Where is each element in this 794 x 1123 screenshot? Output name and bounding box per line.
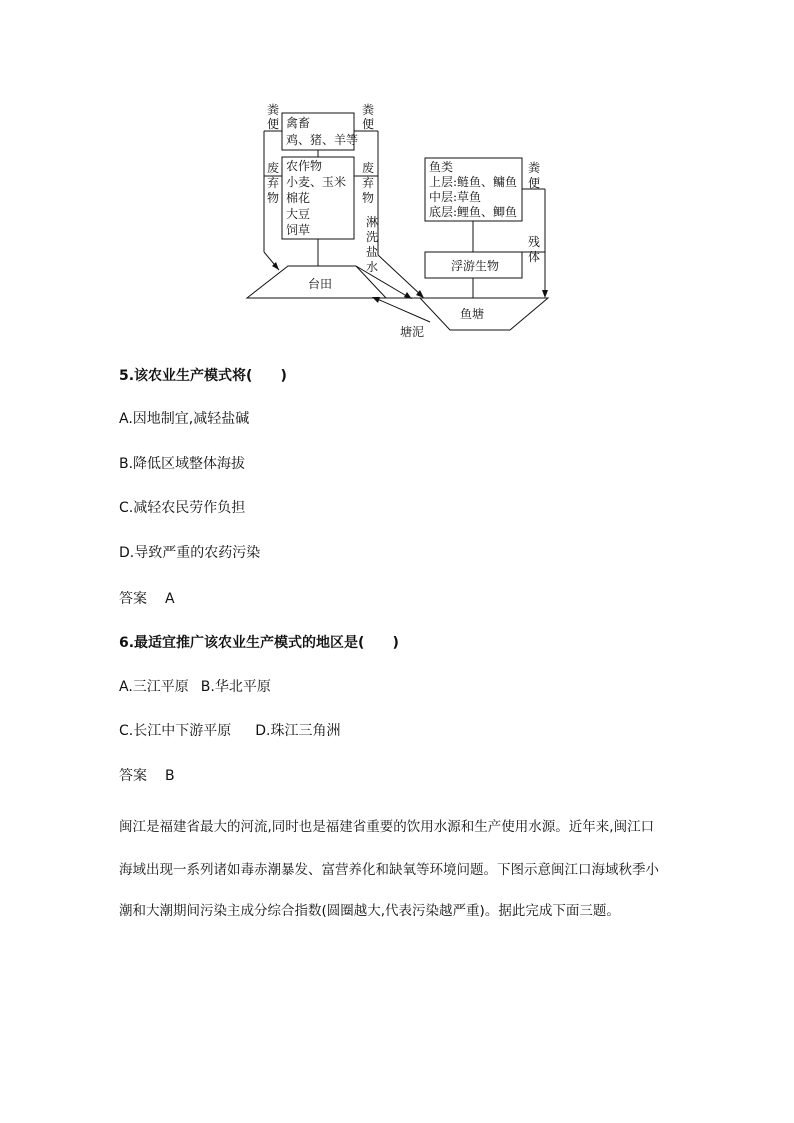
right-waste-label-3: 物 (362, 191, 375, 205)
q6-options-ab (119, 677, 271, 697)
left-waste-label-2: 弃 (267, 176, 280, 190)
fish-upper: 上层:鲢鱼、鳙鱼 (429, 175, 518, 189)
q5-answer-label: 答案 (119, 591, 147, 607)
q5-option-b[interactable]: B.降低区域整体海拔 (119, 456, 246, 472)
leaching-label-4: 水 (366, 260, 379, 274)
q5-answer (119, 589, 175, 609)
crops-wheat-corn: 小麦、玉米 (286, 175, 347, 189)
passage-line-3: 潮和大潮期间污染主成分综合指数(圆圈越大,代表污染越严重)。据此完成下面三题。 (119, 903, 620, 919)
q6-answer-label: 答案 (119, 768, 147, 784)
left-manure-label-2: 便 (267, 117, 280, 131)
q5-answer-value: A (165, 591, 175, 607)
q6-options-cd (119, 721, 340, 741)
fish-manure-label-1: 粪 (528, 161, 541, 175)
right-waste-label-2: 弃 (362, 176, 375, 190)
fish-manure-label-2: 便 (528, 176, 541, 190)
passage-line-1: 闽江是福建省最大的河流,同时也是福建省重要的饮用水源和生产使用水源。近年来,闽江口 (119, 819, 655, 835)
q6-option-a[interactable]: A.三江平原 (119, 679, 189, 695)
livestock-types: 鸡、猪、羊等 (286, 133, 359, 147)
livestock-title: 禽畜 (286, 116, 311, 130)
right-manure-label-1: 粪 (362, 103, 375, 117)
crops-title: 农作物 (286, 159, 323, 173)
leaching-label-2: 洗 (366, 230, 379, 244)
left-waste-label-3: 物 (267, 191, 280, 205)
q5-option-a[interactable]: A.因地制宜,减轻盐碱 (119, 411, 250, 427)
plankton-label: 浮游生物 (451, 259, 500, 273)
crops-forage: 饲草 (286, 223, 311, 237)
leaching-label-1: 淋 (366, 215, 379, 229)
left-waste-label-1: 废 (267, 161, 280, 175)
q6-answer-value: B (165, 768, 175, 784)
fish-pond-label: 鱼塘 (460, 307, 485, 321)
residue-label-1: 残 (528, 235, 541, 249)
right-manure-label-2: 便 (362, 117, 375, 131)
platform-field-label: 台田 (308, 277, 333, 291)
q5-option-d[interactable]: D.导致严重的农药污染 (119, 545, 261, 561)
q6-option-b[interactable]: B.华北平原 (200, 679, 271, 695)
q6-stem: 6.最适宜推广该农业生产模式的地区是( ) (119, 635, 399, 651)
leaching-label-3: 盐 (366, 245, 379, 259)
residue-label-2: 体 (528, 250, 541, 264)
agriculture-model-diagram (240, 98, 560, 343)
q5-option-c[interactable]: C.减轻农民劳作负担 (119, 500, 246, 516)
fish-title: 鱼类 (429, 160, 454, 174)
q5-stem: 5.该农业生产模式将( ) (119, 368, 287, 384)
fish-middle: 中层:草鱼 (429, 190, 482, 204)
q6-option-d[interactable]: D.珠江三角洲 (255, 723, 341, 739)
pond-mud-label: 塘泥 (400, 325, 425, 339)
q6-answer (119, 766, 175, 786)
fish-bottom: 底层:鲤鱼、鲫鱼 (429, 205, 518, 219)
q6-option-c[interactable]: C.长江中下游平原 (119, 723, 232, 739)
right-waste-label-1: 废 (362, 161, 375, 175)
passage-line-2: 海域出现一系列诸如毒赤潮暴发、富营养化和缺氧等环境问题。下图示意闽江口海域秋季小 (119, 862, 659, 878)
crops-soybean: 大豆 (286, 207, 311, 221)
left-manure-label-1: 粪 (267, 103, 280, 117)
crops-cotton: 棉花 (286, 191, 311, 205)
